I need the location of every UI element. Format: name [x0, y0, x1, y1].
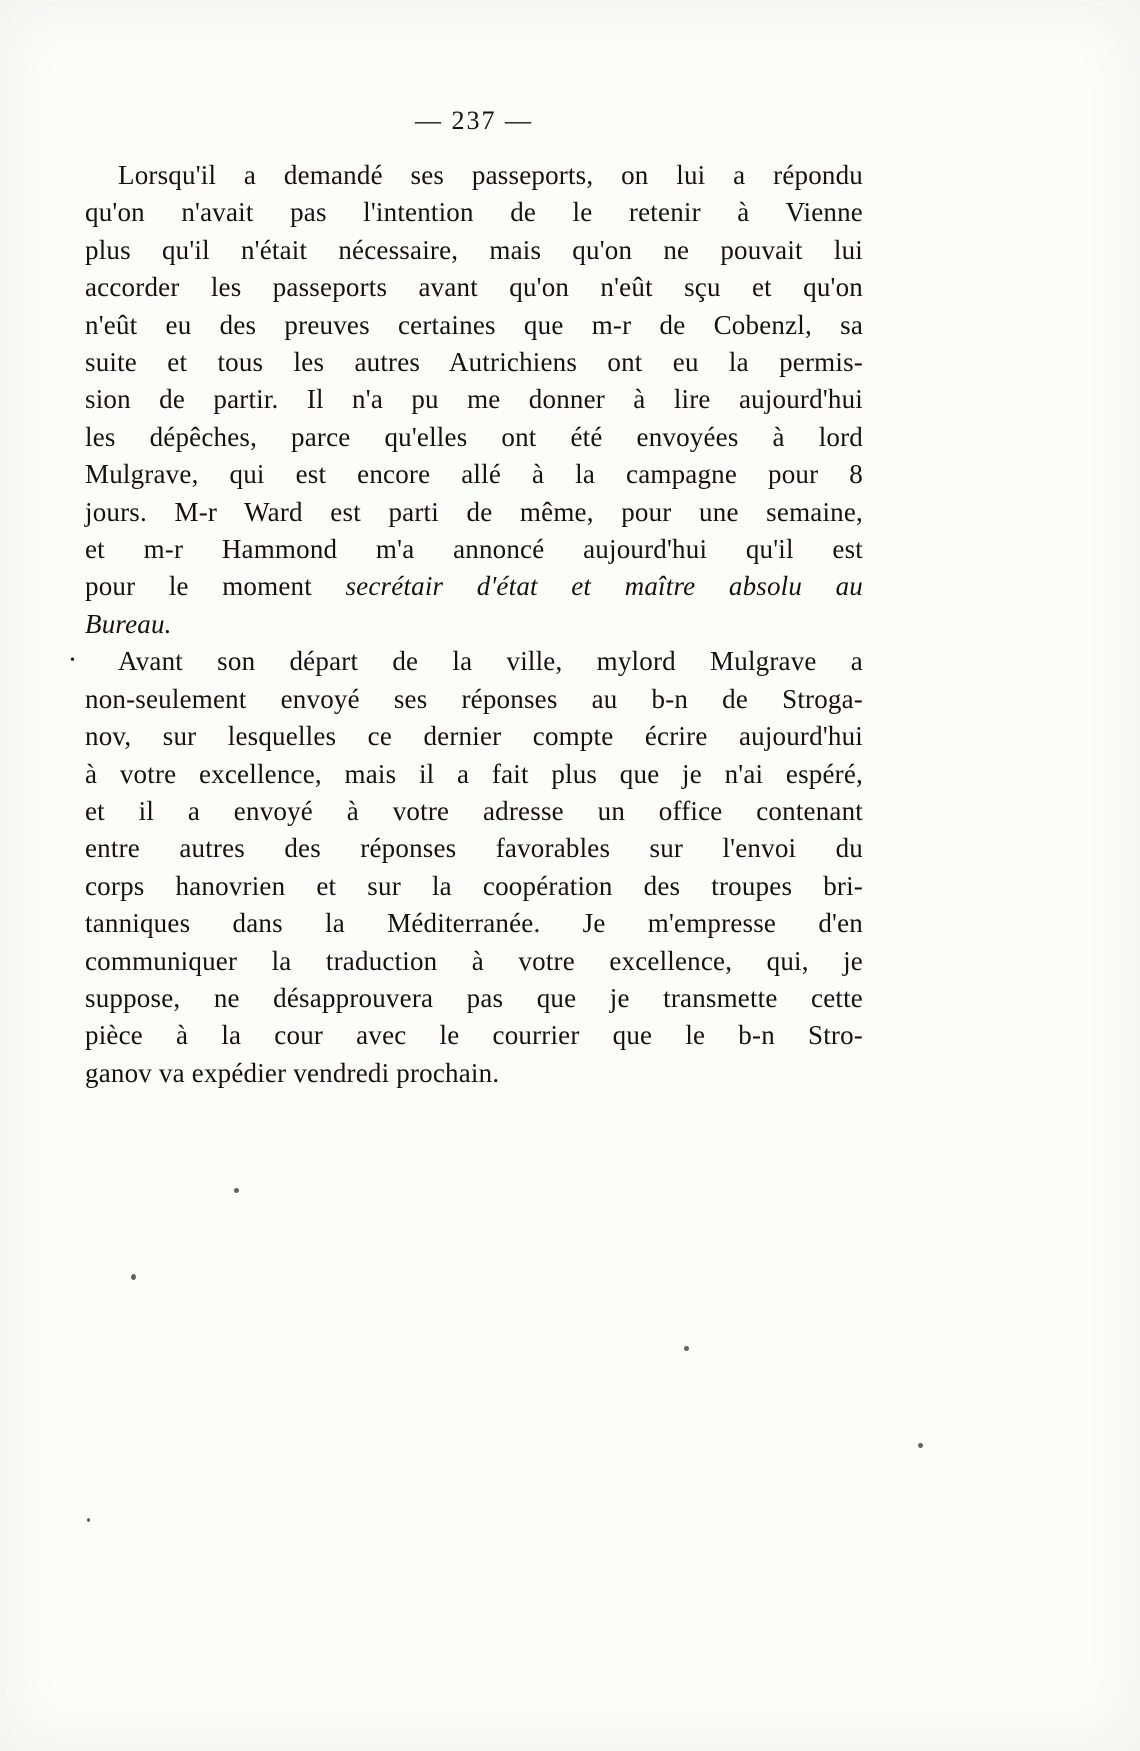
text-line: et m-r Hammond m'a annoncé aujourd'hui qu'il est: [85, 534, 863, 565]
text-line: plus qu'il n'était nécessaire, mais qu'on ne pouvait lui: [85, 234, 863, 265]
paragraph-1: [85, 157, 863, 643]
text-line: suite et tous les autres Autrichiens ont eu la permis-: [85, 347, 863, 378]
text-run: pour le moment: [85, 571, 312, 602]
text-line-mixed: [85, 568, 863, 605]
text-line: nov, sur lesquelles ce dernier compte écrire aujourd'hui: [85, 721, 863, 752]
text-line: communiquer la traduction à votre excellence, qui, je: [85, 945, 863, 976]
text-run-italic: secrétair d'état et maître absolu au: [345, 571, 863, 602]
text-line: suppose, ne désapprouvera pas que je transmette cette: [85, 982, 863, 1013]
text-line: les dépêches, parce qu'elles ont été envoyées à lord: [85, 421, 863, 452]
text-line: corps hanovrien et sur la coopération des troupes bri-: [85, 870, 863, 901]
text-run: Avant son départ de la ville, mylord Mulgrave a: [118, 646, 863, 677]
ink-speck: [918, 1443, 923, 1448]
ink-speck: [131, 1274, 136, 1280]
text-line: jours. M-r Ward est parti de même, pour une semaine,: [85, 496, 863, 527]
text-line: Mulgrave, qui est encore allé à la campagne pour 8: [85, 459, 863, 490]
text-line: et il a envoyé à votre adresse un office contenant: [85, 795, 863, 826]
text-line-italic: Bureau.: [85, 608, 172, 639]
text-line: entre autres des réponses favorables sur l'envoi du: [85, 833, 863, 864]
ink-speck: [87, 1518, 90, 1522]
ink-speck: [234, 1188, 239, 1193]
page-number: — 237 —: [415, 106, 533, 135]
paragraph-mark: •: [70, 653, 76, 669]
text-line: ganov va expédier vendredi prochain.: [85, 1057, 500, 1088]
text-block: [70, 102, 863, 1092]
text-line: pièce à la cour avec le courrier que le b-n Stro-: [85, 1020, 863, 1051]
text-line: tanniques dans la Méditerranée. Je m'empresse d'en: [85, 908, 863, 939]
text-line: qu'on n'avait pas l'intention de le retenir à Vienne: [85, 197, 863, 228]
text-line: à votre excellence, mais il a fait plus que je n'ai espéré,: [85, 758, 863, 789]
text-line: n'eût eu des preuves certaines que m-r de Cobenzl, sa: [85, 309, 863, 340]
ink-speck: [684, 1346, 689, 1351]
text-line: [70, 643, 863, 680]
paragraph-2: [70, 643, 863, 1092]
text-line: Lorsqu'il a demandé ses passeports, on lui a répondu: [118, 160, 863, 190]
text-line: sion de partir. Il n'a pu me donner à lire aujourd'hui: [85, 384, 863, 415]
text-line: non-seulement envoyé ses réponses au b-n de Stroga-: [85, 683, 863, 714]
text-line: accorder les passeports avant qu'on n'eût sçu et qu'on: [85, 272, 863, 303]
